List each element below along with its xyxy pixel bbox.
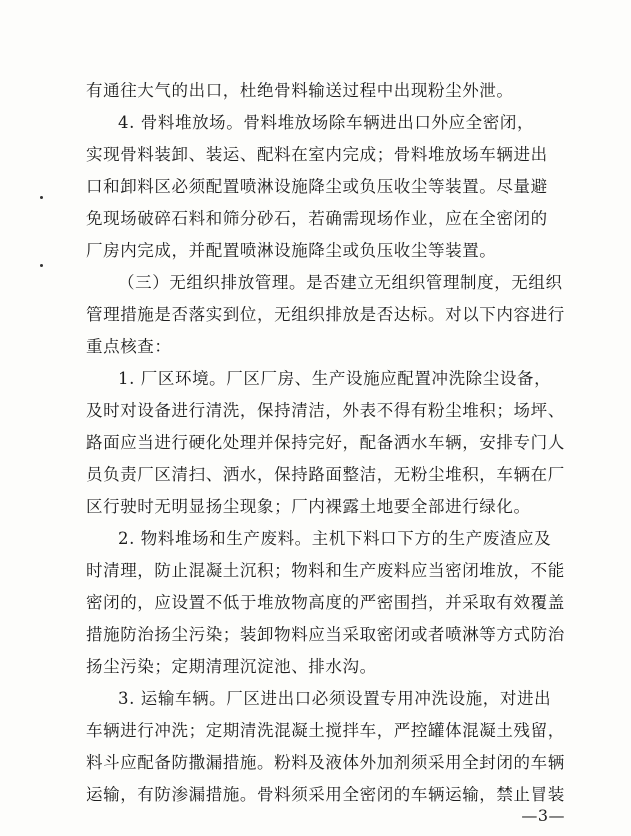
- section-heading-line: （三）无组织排放管理。是否建立无组织管理制度，无组织: [118, 273, 563, 292]
- text-line: 3. 运输车辆。厂区进出口必须设置专用冲洗设施，对进出: [118, 689, 552, 708]
- text-line: 有通往大气的出口，杜绝骨料输送过程中出现粉尘外泄。: [86, 81, 514, 100]
- text-line: 厂房内完成，并配置喷淋设施降尘或负压收尘等装置。: [86, 241, 497, 260]
- text-line: 1. 厂区环境。厂区厂房、生产设施应配置冲洗除尘设备，: [118, 369, 552, 388]
- text-line: 区行驶时无明显扬尘现象；厂内裸露土地要全部进行绿化。: [86, 497, 531, 516]
- text-line: 2. 物料堆场和生产废料。主机下料口下方的生产废渣应及: [118, 529, 552, 548]
- scan-dot: [40, 196, 43, 199]
- text-line: 重点核查：: [86, 337, 172, 356]
- text-line: 路面应当进行硬化处理并保持完好，配备洒水车辆，安排专门人: [86, 433, 565, 452]
- text-line: 料斗应配备防撒漏措施。粉料及液体外加剂须采用全封闭的车辆: [86, 753, 565, 772]
- text-line: 扬尘污染；定期清理沉淀池、排水沟。: [86, 657, 377, 676]
- text-line: 4. 骨料堆放场。骨料堆放场除车辆进出口外应全密闭，: [118, 113, 535, 132]
- text-line: 车辆进行冲洗；定期清洗混凝土搅拌车，严控罐体混凝土残留，: [86, 721, 565, 740]
- text-line: 密闭的，应设置不低于堆放物高度的严密围挡，并采取有效覆盖: [86, 593, 565, 612]
- text-line: 管理措施是否落实到位，无组织排放是否达标。对以下内容进行: [86, 305, 565, 324]
- scan-dot: [40, 264, 43, 267]
- text-line: 免现场破碎石料和筛分砂石，若确需现场作业，应在全密闭的: [86, 209, 548, 228]
- text-line: 及时对设备进行清洗，保持清洁，外表不得有粉尘堆积；场坪、: [86, 401, 565, 420]
- text-line: 措施防治扬尘污染；装卸物料应当采取密闭或者喷淋等方式防治: [86, 625, 565, 644]
- page-number: —3—: [521, 806, 565, 825]
- text-line: 实现骨料装卸、装运、配料在室内完成；骨料堆放场车辆进出: [86, 145, 548, 164]
- text-line: 口和卸料区必须配置喷淋设施降尘或负压收尘等装置。尽量避: [86, 177, 548, 196]
- text-line: 运输，有防渗漏措施。骨料须采用全密闭的车辆运输，禁止冒装: [86, 785, 565, 804]
- text-line: 员负责厂区清扫、洒水，保持路面整洁，无粉尘堆积，车辆在厂: [86, 465, 565, 484]
- text-line: 时清理，防止混凝土沉积；物料和生产废料应当密闭堆放，不能: [86, 561, 565, 580]
